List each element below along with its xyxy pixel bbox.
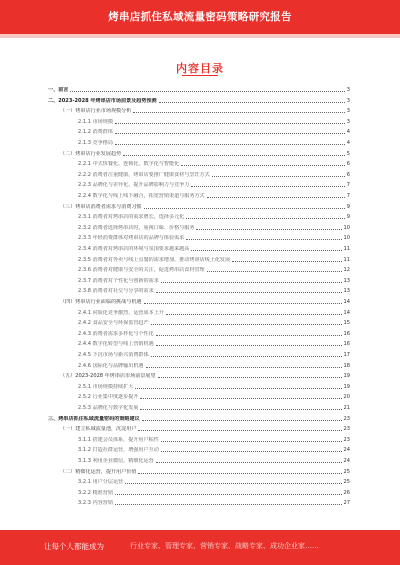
toc-entry-page: 23 [343,415,350,422]
toc-entry-label: 2.5.3 品牌化与数字化发展 [78,405,139,411]
toc-leader-dots [133,112,344,113]
toc-entry-page: 4 [346,129,350,136]
footer-slogan: 让每个人都能成为 [44,542,104,551]
toc-entry-page: 23 [343,436,350,443]
toc-entry-label: 3.2.1 用户分层运营 [78,479,124,486]
toc-leader-dots [186,218,344,219]
toc-entry-label: 2.3.1 消费者对烤串店的需求增长，选择多元化 [78,214,185,221]
toc-entry-label: 2.2.1 中式快餐化、连锁化、数字化与智能化 [78,161,180,168]
toc-entry[interactable] [48,415,350,422]
toc-entry[interactable] [60,372,350,379]
toc-entry[interactable] [78,489,350,496]
toc-leader-dots [140,409,341,410]
toc-leader-dots [191,186,344,187]
toc-entry[interactable] [60,107,350,114]
toc-entry-label: 2.2.2 消费者注重健康，烤串店要推广健康食材与烹饪方式 [78,171,210,178]
toc-title: 内容目录 [176,62,224,75]
toc-entry[interactable] [78,457,350,464]
toc-entry-label: 2.3.5 消费者对外卖与线上点餐的需求增加，推动烤串店线上化发展 [78,256,231,263]
toc-entry-page: 3 [346,108,350,115]
toc-entry[interactable] [48,97,350,104]
toc-entry[interactable] [78,499,350,506]
toc-entry[interactable] [78,362,350,369]
toc-entry-label: （四）烤串店行业面临的挑战与机遇 [60,299,142,305]
toc-leader-dots [212,176,345,177]
toc-entry-page: 23 [343,426,350,433]
toc-entry[interactable] [60,203,350,210]
toc-leader-dots [144,303,342,304]
toc-entry-page: 21 [343,405,350,411]
toc-leader-dots [207,197,345,198]
toc-entry[interactable] [78,446,350,453]
toc-entry-label: 2.2.3 品牌化与差异化，提升品牌影响力与竞争力 [78,182,190,189]
toc-leader-dots [156,292,342,293]
toc-entry-page: 25 [343,468,350,475]
toc-leader-dots [146,367,342,368]
header-stripe [0,34,400,38]
toc-entry-label: 2.4.1 同质化竞争激烈，运营成本上升 [78,309,164,316]
toc-entry-page: 3 [346,97,350,104]
toc-entry-label: 3.1.3 利用企业微信，精细化运营 [78,458,154,464]
toc-entry-page: 10 [343,224,350,231]
toc-entry-page: 3 [346,87,350,93]
toc-leader-dots [115,494,342,495]
toc-leader-dots [144,208,345,209]
toc-leader-dots [142,420,342,421]
toc-entry-label: 二、2023-2028 年烤串店市场前景及趋势预测 [48,97,157,104]
toc-leader-dots [115,123,345,124]
toc-entry-label: 3.1.1 搭建会员体系，提升用户粘性 [78,436,159,443]
toc-leader-dots [151,356,342,357]
toc-entry-label: 2.3.6 消费者对健康与安全的关注，促进烤串店食材管理 [78,267,205,274]
toc-entry[interactable] [78,266,350,273]
toc-entry[interactable] [48,86,350,93]
toc-entry-page: 14 [343,309,350,316]
toc-entry-page: 17 [343,352,350,358]
toc-entry-page: 15 [343,320,350,327]
footer-roles: 行业专家、管理专家、营销专家、战略专家、成功企业家…… [130,542,319,550]
toc-entry-page: 16 [343,330,350,337]
toc-entry-page: 24 [343,458,350,464]
toc-entry-label: 3.2.3 内容营销 [78,500,113,507]
toc-entry[interactable] [78,383,350,390]
toc-leader-dots [181,165,345,166]
toc-entry-page: 26 [343,489,350,496]
toc-leader-dots [115,133,345,134]
toc-entry-label: （三）烤串店消费者需求与消费习惯 [60,203,142,210]
toc-entry-label: （一）烤串店行业市场规模分析 [60,108,132,115]
toc-leader-dots [140,398,341,399]
toc-entry-page: 12 [343,267,350,274]
toc-entry[interactable] [60,298,350,305]
toc-entry-page: 6 [346,161,350,168]
toc-leader-dots [156,335,342,336]
toc-title-underline [182,75,218,76]
toc-entry[interactable] [78,340,350,347]
toc-entry[interactable] [78,224,350,231]
toc-leader-dots [161,441,342,442]
toc-entry-page: 11 [343,246,350,252]
report-title: 烤串店抓住私域流量密码策略研究报告 [108,11,292,23]
toc-entry-label: 2.1.1 市场规模 [78,118,113,125]
toc-leader-dots [138,473,341,474]
toc-leader-dots [156,345,342,346]
toc-entry[interactable] [78,436,350,443]
toc-entry-label: 三、烤串店抓住私域流量密码的策略建议 [48,415,140,422]
toc-entry-page: 16 [343,341,350,348]
toc-leader-dots [191,250,341,251]
toc-entry-label: 2.4.2 食品安全与环保监管趋严 [78,320,149,327]
toc-leader-dots [232,261,341,262]
toc-entry-page: 6 [346,171,350,178]
toc-entry-page: 7 [346,193,350,199]
toc-entry[interactable] [78,478,350,485]
toc-entry-page: 20 [343,394,350,401]
toc-leader-dots [196,229,341,230]
toc-entry-page: 9 [346,214,350,221]
toc-entry-page: 24 [343,447,350,454]
toc-entry[interactable] [78,128,350,135]
toc-entry-page: 11 [343,256,350,263]
toc-entry[interactable] [78,234,350,241]
toc-entry[interactable] [78,118,350,125]
toc-leader-dots [159,102,345,103]
toc-entry[interactable] [78,256,350,263]
toc-entry-label: 2.3.2 消费者选择烤串店时，重视口味、价格与服务 [78,224,195,231]
toc-entry-label: （五）2023-2028 年烤串店市场前景展望 [60,373,156,380]
toc-entry-label: 2.5.2 行业集中度逐步提升 [78,394,139,401]
toc-entry-page: 18 [343,362,350,369]
toc-entry[interactable] [78,139,350,146]
toc-entry-page: 3 [346,118,350,125]
toc-entry[interactable] [78,245,350,252]
toc-entry[interactable] [78,393,350,400]
toc-entry[interactable] [78,213,350,220]
footer-bar [0,530,400,565]
toc-entry-label: 2.5.1 市场规模持续扩大 [78,383,134,390]
toc-entry-label: （一）建立私域流量池，沉淀用户 [60,426,137,433]
toc-entry-label: 3.2.2 精准营销 [78,489,113,496]
toc-entry-label: 2.3.8 消费者对社交与分享的需求 [78,288,154,295]
toc-entry-label: 2.3.7 消费者对个性化与创新的需求 [78,277,159,284]
toc-leader-dots [186,239,341,240]
toc-leader-dots [161,451,342,452]
toc-entry-page: 4 [346,140,350,146]
toc-entry-label: 2.4.3 消费者需求多样化与个性化 [78,330,154,337]
toc-entry-label: 2.4.5 下沉市场与新兴消费群体 [78,352,149,358]
toc-leader-dots [207,271,342,272]
toc-entry[interactable] [60,425,350,432]
toc-entry-label: 2.1.3 竞争格局 [78,140,113,146]
toc-leader-dots [138,430,341,431]
toc-entry-page: 25 [343,479,350,486]
toc-leader-dots [70,91,344,92]
toc-entry[interactable] [78,309,350,316]
toc-entry-page: 7 [346,182,350,189]
toc-entry[interactable] [60,468,350,475]
toc-entry[interactable] [78,330,350,337]
toc-entry[interactable] [78,171,350,178]
toc-entry-page: 13 [343,277,350,284]
toc-entry-page: 19 [343,373,350,380]
toc-leader-dots [125,483,341,484]
toc-entry-page: 27 [343,500,350,507]
toc-leader-dots [166,314,342,315]
toc-entry[interactable] [60,150,350,157]
toc-entry-page: 13 [343,288,350,295]
toc-entry-page: 19 [343,383,350,390]
toc-leader-dots [151,324,342,325]
toc-entry-label: 2.1.2 消费群体 [78,129,113,136]
toc-leader-dots [115,504,342,505]
toc-leader-dots [123,155,345,156]
toc-entry[interactable] [78,287,350,294]
toc-entry-page: 9 [346,203,350,210]
toc-leader-dots [135,388,341,389]
report-header-bar [0,0,400,34]
toc-entry-label: 一、前言 [48,87,69,93]
toc-entry[interactable] [78,404,350,411]
toc-entry[interactable] [78,181,350,188]
toc-leader-dots [161,282,342,283]
toc-entry-page: 14 [343,299,350,305]
toc-entry-page: 5 [346,150,350,157]
toc-entry[interactable] [78,351,350,358]
toc-entry-label: （二）精细化运营，提升用户价值 [60,468,137,475]
toc-entry-label: 2.3.4 消费者对烤串店的环境与氛围要求越来越高 [78,246,190,252]
toc-entry[interactable] [78,319,350,326]
toc-leader-dots [158,377,342,378]
toc-entry-label: 2.4.6 国际化与品牌输出机遇 [78,362,144,369]
toc-entry-label: 2.3.3 年轻消费群体对烤串店的品牌与体验需求 [78,235,185,242]
toc-entry-label: 2.2.4 数字化与线上线下融合，拓宽营销渠道与服务方式 [78,193,205,199]
toc-entry-label: （二）烤串店行业发展趋势 [60,150,122,157]
toc-entry-label: 3.1.2 打造社群运营，增强用户互动 [78,447,159,454]
toc-leader-dots [156,462,342,463]
toc-entry[interactable] [78,277,350,284]
toc-entry[interactable] [78,192,350,199]
toc-entry-page: 10 [343,235,350,242]
toc-entry-label: 2.4.4 数字化转型与线上营销机遇 [78,341,154,348]
toc-leader-dots [115,144,345,145]
toc-entry[interactable] [78,160,350,167]
